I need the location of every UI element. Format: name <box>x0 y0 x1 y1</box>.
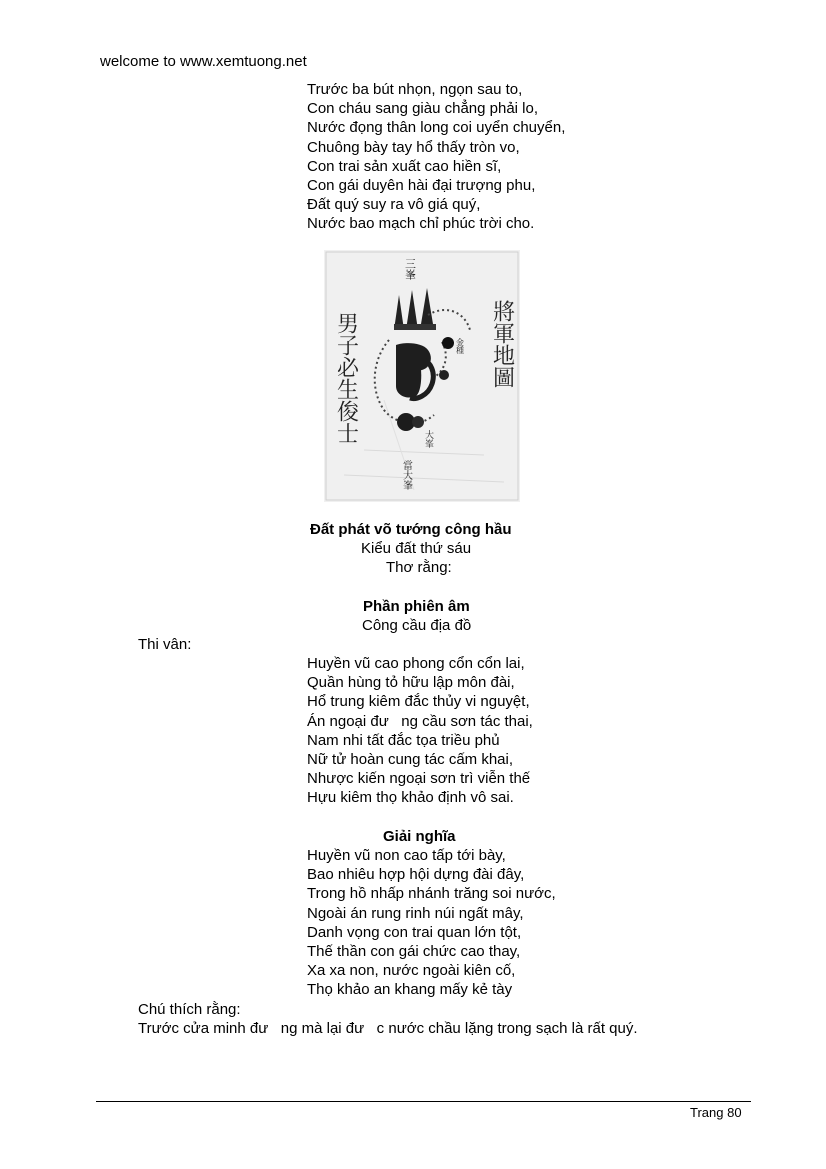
verse-line: Con cháu sang giàu chẳng phải lo, <box>307 100 539 118</box>
figure-left-column: 男子必生俊士 <box>333 312 359 444</box>
verse-line: Danh vọng con trai quan lớn tột, <box>307 923 522 941</box>
site-header: welcome to www.xemtuong.net <box>100 53 307 70</box>
phien-am-subheading: Công cầu địa đồ <box>362 617 472 634</box>
verse-line: Nước bao mạch chỉ phúc trời cho. <box>307 215 535 233</box>
verse-line: Hựu kiêm thọ khảo định vô sai. <box>307 789 514 807</box>
figure-side-label: 金種 <box>455 338 465 354</box>
verse-line: Trong hồ nhấp nhánh trăng soi nước, <box>307 885 556 903</box>
verse-line: Bao nhiêu hợp hội dựng đài đây, <box>307 866 525 884</box>
verse-line: Nữ tử hoàn cung tác cấm khai, <box>307 751 514 769</box>
figure-bottom-label: 當大峯 <box>400 460 412 490</box>
footer-divider <box>96 1101 751 1102</box>
figure-lower-label: 大峯 <box>423 430 433 448</box>
verse-line: Hổ trung kiêm đắc thủy vi nguyệt, <box>307 693 530 711</box>
verse-line: Ngoài án rung rinh núi ngất mây, <box>307 904 524 922</box>
giai-nghia-verse <box>307 846 556 1000</box>
verse-line: Đất quý suy ra vô giá quý, <box>307 196 481 214</box>
note-label: Chú thích rằng: <box>138 1001 241 1018</box>
map-illustration <box>324 250 520 502</box>
verse-line: Nước đọng thân long coi uyển chuyển, <box>307 119 566 137</box>
verse-line: Trước ba bút nhọn, ngọn sau to, <box>307 81 523 98</box>
verse-line: Xa xa non, nước ngoài kiên cố, <box>307 962 516 980</box>
note-text: Trước cửa minh đư ng mà lại đư c nước chầu lặng trong sạch là rất quý. <box>138 1020 638 1037</box>
phien-am-verse <box>307 654 533 808</box>
verse-line: Con trai sản xuất cao hiền sĩ, <box>307 157 502 175</box>
thi-van-label: Thi vân: <box>138 636 192 653</box>
verse-line: Huyền vũ cao phong cổn cổn lai, <box>307 655 525 672</box>
feng-shui-map-figure <box>324 250 520 502</box>
verse-line: Nhược kiến ngoại sơn trì viễn thế <box>307 770 531 788</box>
section-subtitle: Kiểu đất thứ sáu <box>361 540 472 557</box>
phien-am-heading: Phần phiên âm <box>363 598 470 615</box>
giai-nghia-heading: Giải nghĩa <box>383 828 456 845</box>
figure-right-column: 將軍地圖 <box>489 300 515 388</box>
poem-top <box>307 80 565 234</box>
verse-line: Thọ khảo an khang mấy kẻ tày <box>307 981 513 999</box>
page-number: Trang 80 <box>690 1105 742 1120</box>
verse-line: Án ngoại đư ng cầu sơn tác thai, <box>307 712 533 730</box>
verse-line: Chuông bày tay hổ thấy tròn vo, <box>307 138 520 156</box>
section-title: Đất phát võ tướng công hầu <box>310 521 512 538</box>
verse-intro: Thơ rằng: <box>386 559 452 576</box>
verse-line: Quần hùng tỏ hữu lập môn đài, <box>307 674 515 692</box>
verse-line: Con gái duyên hài đại trượng phu, <box>307 177 536 195</box>
verse-line: Nam nhi tất đắc tọa triều phủ <box>307 731 500 749</box>
verse-line: Thế thần con gái chức cao thay, <box>307 943 521 961</box>
figure-top-label: 三峯 <box>403 258 417 280</box>
verse-line: Huyền vũ non cao tấp tới bày, <box>307 847 506 864</box>
